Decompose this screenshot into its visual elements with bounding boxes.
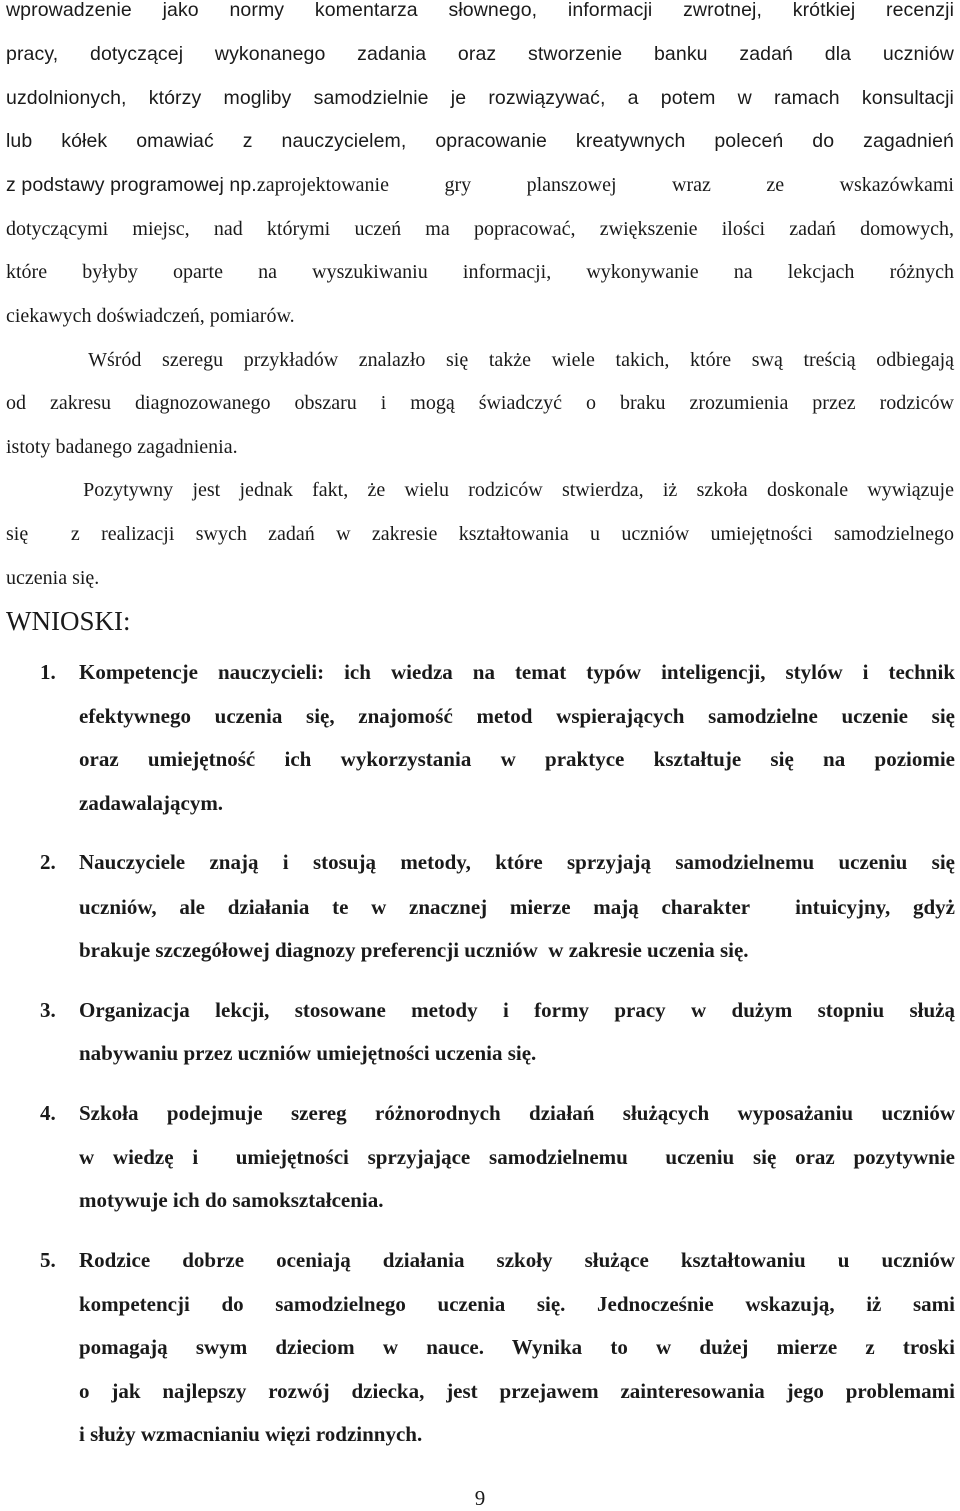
list-item-line: Szkoła podejmuje szereg różnorodnych działań służących wyposażaniu uczniów — [79, 1101, 955, 1125]
section-heading: WNIOSKI: — [6, 606, 131, 636]
list-item-line: efektywnego uczenia się, znajomość metod wspierających samodzielne uczenie się — [79, 704, 955, 728]
list-item-line: Kompetencje nauczycieli: ich wiedza na temat typów inteligencji, stylów i technik — [79, 660, 955, 684]
paragraph-line: Pozytywny jest jednak fakt, że wielu rodziców stwierdza, iż szkoła doskonale wywiązuje — [6, 479, 954, 501]
paragraph-line: uczenia się. — [6, 567, 100, 589]
paragraph-line-end: zaprojektowanie gry planszowej wraz ze wskazówkami — [256, 174, 954, 196]
paragraph-line: które byłyby oparte na wyszukiwaniu informacji, wykonywanie na lekcjach różnych — [6, 261, 954, 283]
list-item-line: brakuje szczegółowej diagnozy preferencji uczniów w zakresie uczenia się. — [79, 938, 749, 962]
paragraph-line: się z realizacji swych zadań w zakresie kształtowania u uczniów umiejętności samodzielnego — [6, 523, 954, 545]
list-item-number: 3. — [40, 998, 56, 1022]
list-item-number: 5. — [40, 1248, 56, 1272]
list-item-line: i służy wzmacnianiu więzi rodzinnych. — [79, 1422, 423, 1446]
list-item-line: zadawalającym. — [79, 791, 224, 815]
list-item-number: 4. — [40, 1101, 56, 1125]
list-item-line: kompetencji do samodzielnego uczenia się. Jednocześnie wskazują, iż sami — [79, 1292, 955, 1316]
list-item-line: Organizacja lekcji, stosowane metody i formy pracy w dużym stopniu służą — [79, 998, 955, 1022]
list-item-line: o jak najlepszy rozwój dziecka, jest przejawem zainteresowania jego problemami — [79, 1379, 955, 1403]
list-item-number: 1. — [40, 660, 56, 684]
list-item-line: nabywaniu przez uczniów umiejętności uczenia się. — [79, 1041, 537, 1065]
paragraph-line: od zakresu diagnozowanego obszaru i mogą świadczyć o braku zrozumienia przez rodziców — [6, 392, 954, 414]
list-item-line: motywuje ich do samokształcenia. — [79, 1188, 384, 1212]
list-item-line: uczniów, ale działania te w znacznej mierze mają charakter intuicyjny, gdyż — [79, 895, 955, 919]
list-item-line: oraz umiejętność ich wykorzystania w praktyce kształtuje się na poziomie — [79, 747, 955, 771]
paragraph-line: pracy, dotyczącej wykonanego zadania oraz stworzenie banku zadań dla uczniów — [6, 43, 954, 65]
list-item-line: Nauczyciele znają i stosują metody, które sprzyjają samodzielnemu uczeniu się — [79, 850, 955, 874]
paragraph-line-mixed — [6, 172, 954, 198]
list-item-line: w wiedzę i umiejętności sprzyjające samodzielnemu uczeniu się oraz pozytywnie — [79, 1145, 955, 1169]
list-item-line: Rodzice dobrze oceniają działania szkoły służące kształtowaniu u uczniów — [79, 1248, 955, 1272]
paragraph-line: Wśród szeregu przykładów znalazło się także wiele takich, które swą treścią odbiegają — [6, 349, 954, 371]
list-item-line: pomagają swym dzieciom w nauce. Wynika to w dużej mierze z troski — [79, 1335, 955, 1359]
paragraph-line: lub kółek omawiać z nauczycielem, opracowanie kreatywnych poleceń do zagadnień — [6, 130, 954, 152]
paragraph-line-start: z podstawy programowej np. — [6, 174, 257, 196]
paragraph-line: istoty badanego zagadnienia. — [6, 436, 238, 458]
paragraph-line: dotyczącymi miejsc, nad którymi uczeń ma popracować, zwiększenie ilości zadań domowych, — [6, 218, 954, 240]
paragraph-line: ciekawych doświadczeń, pomiarów. — [6, 305, 295, 327]
list-item-number: 2. — [40, 850, 56, 874]
paragraph-line: uzdolnionych, którzy mogliby samodzielnie je rozwiązywać, a potem w ramach konsultacji — [6, 87, 954, 109]
page-number: 9 — [474, 1486, 486, 1510]
paragraph-line: wprowadzenie jako normy komentarza słownego, informacji zwrotnej, krótkiej recenzji — [6, 0, 954, 21]
